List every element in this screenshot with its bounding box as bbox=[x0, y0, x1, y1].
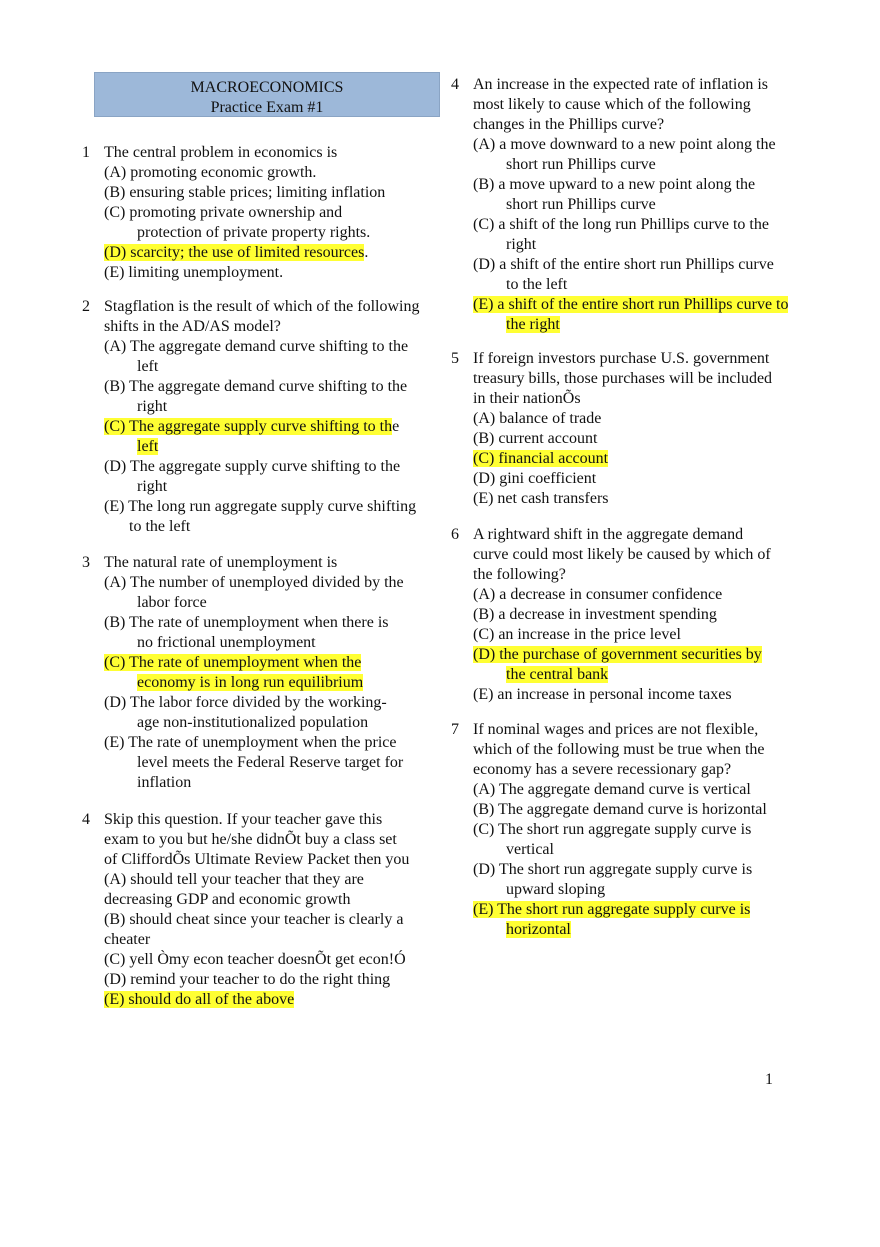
question-6 bbox=[451, 525, 811, 705]
option-d: (D) The aggregate supply curve shifting to the right bbox=[104, 458, 401, 495]
option-b: (B) The rate of unemployment when there is no frictional unemployment bbox=[104, 614, 389, 651]
option-b: (B) current account bbox=[473, 430, 598, 447]
answer-highlight: (E) The short run aggregate supply curve is bbox=[473, 901, 751, 918]
option-c: (C) The short run aggregate supply curve is vertical bbox=[473, 821, 752, 858]
course-title: MACROECONOMICS bbox=[190, 79, 344, 96]
option-d-correct: (D) scarcity; the use of limited resources. bbox=[104, 244, 369, 261]
question-stem-cont: treasury bills, those purchases will be included bbox=[473, 370, 773, 387]
question-4-skip bbox=[82, 810, 442, 1010]
question-stem: If foreign investors purchase U.S. government bbox=[473, 350, 770, 367]
option-b: (B) a move upward to a new point along the short run Phillips curve bbox=[473, 176, 756, 213]
question-number: 2 bbox=[82, 298, 90, 315]
option-a: (A) The aggregate demand curve shifting to the left bbox=[104, 338, 409, 375]
option-c-correct: (C) The aggregate supply curve shifting to the left bbox=[104, 418, 400, 455]
option-e-correct: (E) The short run aggregate supply curve is horizontal bbox=[473, 901, 751, 938]
exam-subtitle: Practice Exam #1 bbox=[210, 99, 324, 116]
option-c: (C) promoting private ownership and protection of private property rights. bbox=[104, 204, 371, 241]
question-4 bbox=[451, 75, 811, 335]
option-e-correct bbox=[82, 990, 442, 1010]
question-stem-cont: exam to you but he/she didnÕt buy a class set bbox=[104, 831, 397, 848]
option-e: (E) an increase in personal income taxes bbox=[473, 686, 732, 703]
option-b-cont: cheater bbox=[104, 931, 151, 948]
option-e: (E) limiting unemployment. bbox=[104, 264, 284, 281]
option-d: (D) The short run aggregate supply curve is upward sloping bbox=[473, 861, 753, 898]
question-stem-cont: curve could most likely be caused by which of bbox=[473, 546, 771, 563]
option-d: (D) The labor force divided by the working- age non-institutionalized population bbox=[104, 694, 387, 731]
option-a-cont: decreasing GDP and economic growth bbox=[104, 891, 351, 908]
question-3 bbox=[82, 553, 442, 793]
option-b: (B) should cheat since your teacher is clearly a bbox=[104, 911, 404, 928]
question-number: 5 bbox=[451, 350, 459, 367]
question-stem: The central problem in economics is bbox=[104, 144, 338, 161]
option-b: (B) The aggregate demand curve is horizontal bbox=[473, 801, 767, 818]
option-e: (E) net cash transfers bbox=[473, 490, 609, 507]
question-number: 4 bbox=[451, 76, 459, 93]
question-1 bbox=[82, 143, 442, 283]
question-stem-cont: in their nationÕs bbox=[473, 390, 581, 407]
page-number: 1 bbox=[765, 1071, 773, 1088]
answer-highlight: (E) should do all of the above bbox=[104, 991, 295, 1008]
question-stem: A rightward shift in the aggregate demand bbox=[473, 526, 744, 543]
answer-highlight: (E) a shift of the entire short run Phillips curve to bbox=[473, 296, 789, 313]
option-c: (C) a shift of the long run Phillips curve to the right bbox=[473, 216, 769, 253]
question-stem: An increase in the expected rate of inflation is bbox=[473, 76, 768, 93]
option-c-correct bbox=[451, 449, 811, 469]
question-stem-cont: most likely to cause which of the following bbox=[473, 96, 751, 113]
question-stem-cont: economy has a severe recessionary gap? bbox=[473, 761, 732, 778]
option-b: (B) a decrease in investment spending bbox=[473, 606, 717, 623]
question-stem-cont: shifts in the AD/AS model? bbox=[104, 318, 281, 335]
option-d: (D) gini coefficient bbox=[473, 470, 597, 487]
question-5 bbox=[451, 349, 811, 509]
option-d: (D) remind your teacher to do the right thing bbox=[104, 971, 391, 988]
question-stem-cont: of CliffordÕs Ultimate Review Packet then you bbox=[104, 851, 410, 868]
question-number: 7 bbox=[451, 721, 459, 738]
option-e: (E) The long run aggregate supply curve shifting to the left bbox=[104, 498, 417, 535]
answer-highlight: (C) The rate of unemployment when the bbox=[104, 654, 362, 671]
answer-highlight: (D) the purchase of government securities by bbox=[473, 646, 762, 663]
answer-highlight: (C) The aggregate supply curve shifting to th bbox=[104, 418, 393, 435]
option-b: (B) The aggregate demand curve shifting to the right bbox=[104, 378, 408, 415]
question-number: 3 bbox=[82, 554, 90, 571]
question-stem-cont: the following? bbox=[473, 566, 566, 583]
option-a: (A) a move downward to a new point along the short run Phillips curve bbox=[473, 136, 776, 173]
option-c: (C) an increase in the price level bbox=[473, 626, 681, 643]
option-a: (A) should tell your teacher that they are bbox=[104, 871, 364, 888]
option-e: (E) The rate of unemployment when the price level meets the Federal Reserve target for inflation bbox=[104, 734, 404, 791]
question-stem-cont: which of the following must be true when the bbox=[473, 741, 765, 758]
option-c-correct: (C) The rate of unemployment when the economy is in long run equilibrium bbox=[104, 654, 364, 691]
question-number: 1 bbox=[82, 144, 90, 161]
answer-highlight: (C) financial account bbox=[473, 450, 609, 467]
option-a: (A) The aggregate demand curve is vertical bbox=[473, 781, 751, 798]
option-a: (A) The number of unemployed divided by the labor force bbox=[104, 574, 404, 611]
option-d-correct: (D) the purchase of government securities by the central bank bbox=[473, 646, 762, 683]
exam-title-box bbox=[94, 72, 440, 117]
option-a: (A) a decrease in consumer confidence bbox=[473, 586, 723, 603]
question-7 bbox=[451, 720, 811, 940]
question-2 bbox=[82, 297, 442, 537]
question-number: 6 bbox=[451, 526, 459, 543]
question-number: 4 bbox=[82, 811, 90, 828]
option-b: (B) ensuring stable prices; limiting inflation bbox=[104, 184, 386, 201]
question-stem-cont: changes in the Phillips curve? bbox=[473, 116, 665, 133]
option-e-correct: (E) a shift of the entire short run Phillips curve to the right bbox=[473, 296, 789, 333]
question-stem: The natural rate of unemployment is bbox=[104, 554, 338, 571]
question-stem: Skip this question. If your teacher gave this bbox=[104, 811, 383, 828]
question-stem: Stagflation is the result of which of the following bbox=[104, 298, 420, 315]
option-a: (A) promoting economic growth. bbox=[104, 164, 317, 181]
option-c: (C) yell Òmy econ teacher doesnÕt get econ!Ó bbox=[104, 951, 406, 968]
option-a: (A) balance of trade bbox=[473, 410, 602, 427]
option-d: (D) a shift of the entire short run Phillips curve to the left bbox=[473, 256, 774, 293]
answer-highlight: (D) scarcity; the use of limited resources bbox=[104, 244, 365, 261]
question-stem: If nominal wages and prices are not flexible, bbox=[473, 721, 759, 738]
